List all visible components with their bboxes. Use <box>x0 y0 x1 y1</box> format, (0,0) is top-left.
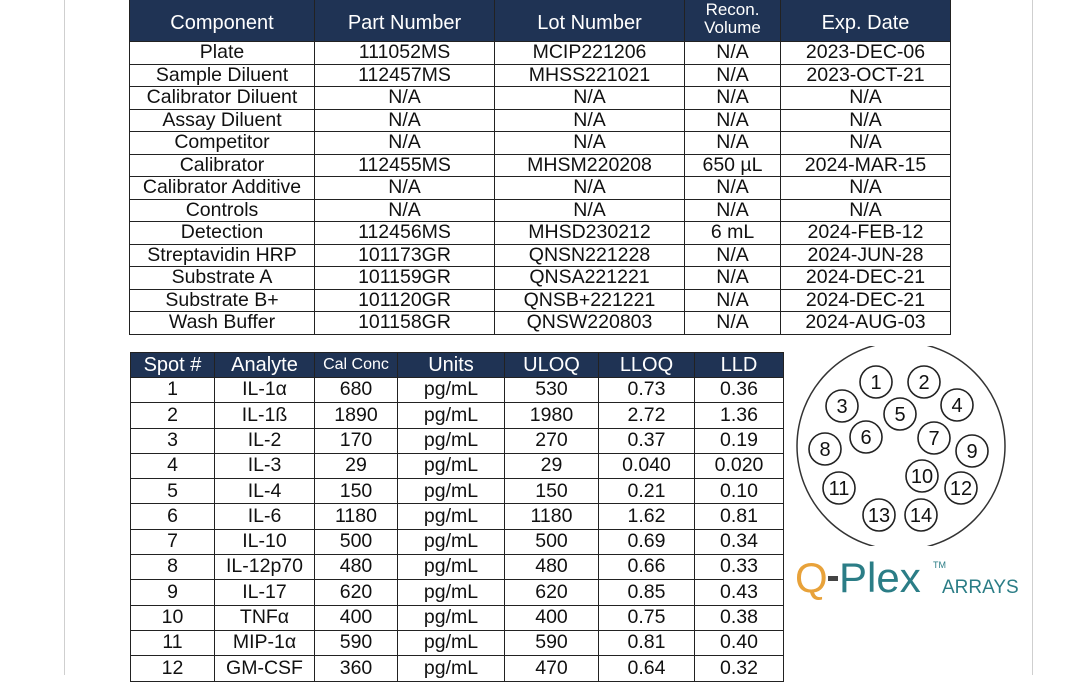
recon-volume-cell: 6 mL <box>685 222 781 245</box>
exp-date-cell: N/A <box>781 87 951 110</box>
recon-volume-cell: 650 µL <box>685 154 781 177</box>
spot-cell: 10 <box>131 605 215 630</box>
table-row <box>131 403 784 428</box>
spot-6 <box>850 421 882 453</box>
lot-number-cell: N/A <box>495 132 685 155</box>
analyte-cell: TNFα <box>215 605 315 630</box>
cal-conc-cell: 360 <box>315 656 398 681</box>
part-number-cell: 112455MS <box>315 154 495 177</box>
table-row <box>131 504 784 529</box>
component-cell: Plate <box>130 42 315 65</box>
table-row <box>130 132 951 155</box>
exp-date-cell: 2024-AUG-03 <box>781 312 951 335</box>
exp-date-cell: 2024-FEB-12 <box>781 222 951 245</box>
table-row <box>131 656 784 681</box>
spot-cell: 3 <box>131 428 215 453</box>
lot-number-cell: N/A <box>495 199 685 222</box>
lot-number-cell: MHSS221021 <box>495 64 685 87</box>
logo-plex: Plex <box>839 556 921 600</box>
table-row <box>130 87 951 110</box>
table-row <box>131 479 784 504</box>
uloq-cell: 470 <box>505 656 599 681</box>
lot-number-cell: QNSN221228 <box>495 244 685 267</box>
part-number-cell: 112456MS <box>315 222 495 245</box>
header-analyte: Analyte <box>215 353 315 378</box>
spot-13 <box>863 499 895 531</box>
spot-diagram <box>793 346 1009 546</box>
cal-conc-cell: 400 <box>315 605 398 630</box>
q-plex-arrays-logo <box>795 556 1035 600</box>
exp-date-cell: 2023-DEC-06 <box>781 42 951 65</box>
component-cell: Detection <box>130 222 315 245</box>
lld-cell: 0.43 <box>695 580 784 605</box>
component-cell: Calibrator Additive <box>130 177 315 200</box>
header-part-number: Part Number <box>315 0 495 42</box>
units-cell: pg/mL <box>398 504 505 529</box>
uloq-cell: 270 <box>505 428 599 453</box>
spot-label: 4 <box>951 395 963 417</box>
uloq-cell: 1980 <box>505 403 599 428</box>
recon-volume-cell: N/A <box>685 42 781 65</box>
table-row <box>130 222 951 245</box>
lld-cell: 0.32 <box>695 656 784 681</box>
lloq-cell: 0.75 <box>599 605 695 630</box>
units-cell: pg/mL <box>398 580 505 605</box>
exp-date-cell: 2024-JUN-28 <box>781 244 951 267</box>
units-cell: pg/mL <box>398 378 505 403</box>
spot-label: 9 <box>966 441 978 463</box>
header-lot-number: Lot Number <box>495 0 685 42</box>
header-uloq: ULOQ <box>505 353 599 378</box>
spot-label: 10 <box>910 466 934 488</box>
analyte-cell: GM-CSF <box>215 656 315 681</box>
units-cell: pg/mL <box>398 555 505 580</box>
table-row <box>131 428 784 453</box>
units-cell: pg/mL <box>398 479 505 504</box>
lot-number-cell: N/A <box>495 109 685 132</box>
lot-number-cell: N/A <box>495 87 685 110</box>
analyte-cell: IL-10 <box>215 529 315 554</box>
units-cell: pg/mL <box>398 630 505 655</box>
header-exp-date: Exp. Date <box>781 0 951 42</box>
uloq-cell: 620 <box>505 580 599 605</box>
uloq-cell: 480 <box>505 555 599 580</box>
recon-volume-cell: N/A <box>685 87 781 110</box>
table-row <box>130 267 951 290</box>
lot-number-cell: MHSD230212 <box>495 222 685 245</box>
exp-date-cell: 2024-DEC-21 <box>781 289 951 312</box>
component-cell: Assay Diluent <box>130 109 315 132</box>
header-component: Component <box>130 0 315 42</box>
recon-volume-cell: N/A <box>685 177 781 200</box>
part-number-cell: 111052MS <box>315 42 495 65</box>
exp-date-cell: N/A <box>781 177 951 200</box>
analyte-cell: IL-6 <box>215 504 315 529</box>
units-cell: pg/mL <box>398 403 505 428</box>
uloq-cell: 400 <box>505 605 599 630</box>
part-number-cell: N/A <box>315 132 495 155</box>
units-cell: pg/mL <box>398 529 505 554</box>
spot-label: 12 <box>949 478 973 500</box>
table-row <box>130 109 951 132</box>
lloq-cell: 0.37 <box>599 428 695 453</box>
header-cal-conc: Cal Conc <box>315 353 398 378</box>
spot-cell: 9 <box>131 580 215 605</box>
spot-label: 8 <box>819 439 831 461</box>
components-table <box>129 0 951 335</box>
lloq-cell: 0.69 <box>599 529 695 554</box>
cal-conc-cell: 170 <box>315 428 398 453</box>
analytes-table <box>130 352 784 682</box>
header-lloq: LLOQ <box>599 353 695 378</box>
uloq-cell: 500 <box>505 529 599 554</box>
spot-10 <box>906 460 938 492</box>
spot-8 <box>809 433 841 465</box>
cal-conc-cell: 680 <box>315 378 398 403</box>
part-number-cell: N/A <box>315 109 495 132</box>
logo-arrays: ARRAYS <box>942 577 1019 598</box>
lld-cell: 0.81 <box>695 504 784 529</box>
table-row <box>131 605 784 630</box>
spot-cell: 6 <box>131 504 215 529</box>
uloq-cell: 590 <box>505 630 599 655</box>
lloq-cell: 0.85 <box>599 580 695 605</box>
cal-conc-cell: 620 <box>315 580 398 605</box>
lld-cell: 0.40 <box>695 630 784 655</box>
spot-cell: 11 <box>131 630 215 655</box>
component-cell: Calibrator Diluent <box>130 87 315 110</box>
spot-12 <box>945 472 977 504</box>
component-cell: Wash Buffer <box>130 312 315 335</box>
part-number-cell: 101120GR <box>315 289 495 312</box>
analytes-header-row <box>131 353 784 378</box>
spot-1 <box>860 366 892 398</box>
recon-volume-cell: N/A <box>685 132 781 155</box>
spot-cell: 5 <box>131 479 215 504</box>
exp-date-cell: N/A <box>781 109 951 132</box>
spot-4 <box>941 389 973 421</box>
cal-conc-cell: 480 <box>315 555 398 580</box>
table-row <box>130 42 951 65</box>
cal-conc-cell: 500 <box>315 529 398 554</box>
logo-dash <box>828 576 838 581</box>
analyte-cell: IL-17 <box>215 580 315 605</box>
lloq-cell: 1.62 <box>599 504 695 529</box>
spot-14 <box>905 499 937 531</box>
part-number-cell: N/A <box>315 177 495 200</box>
lld-cell: 1.36 <box>695 403 784 428</box>
component-cell: Sample Diluent <box>130 64 315 87</box>
recon-volume-cell: N/A <box>685 244 781 267</box>
lot-number-cell: MCIP221206 <box>495 42 685 65</box>
spot-label: 2 <box>918 372 930 394</box>
spot-5 <box>884 398 916 430</box>
exp-date-cell: 2024-MAR-15 <box>781 154 951 177</box>
part-number-cell: N/A <box>315 199 495 222</box>
logo-q: Q <box>795 556 828 600</box>
recon-volume-cell: N/A <box>685 312 781 335</box>
lloq-cell: 0.66 <box>599 555 695 580</box>
cal-conc-cell: 150 <box>315 479 398 504</box>
units-cell: pg/mL <box>398 453 505 478</box>
component-cell: Controls <box>130 199 315 222</box>
spot-label: 11 <box>828 478 850 500</box>
recon-volume-cell: N/A <box>685 199 781 222</box>
recon-volume-cell: N/A <box>685 267 781 290</box>
uloq-cell: 29 <box>505 453 599 478</box>
header-recon-volume: Recon. Volume <box>685 0 781 42</box>
lloq-cell: 0.21 <box>599 479 695 504</box>
recon-volume-cell: N/A <box>685 64 781 87</box>
part-number-cell: 101158GR <box>315 312 495 335</box>
lld-cell: 0.33 <box>695 555 784 580</box>
analytes-body <box>131 378 784 682</box>
recon-volume-cell: N/A <box>685 109 781 132</box>
spot-label: 6 <box>860 427 872 449</box>
header-units: Units <box>398 353 505 378</box>
lld-cell: 0.020 <box>695 453 784 478</box>
table-row <box>131 529 784 554</box>
components-header-row <box>130 0 951 42</box>
units-cell: pg/mL <box>398 428 505 453</box>
recon-volume-cell: N/A <box>685 289 781 312</box>
components-body <box>130 42 951 335</box>
table-row <box>130 177 951 200</box>
component-cell: Competitor <box>130 132 315 155</box>
exp-date-cell: 2023-OCT-21 <box>781 64 951 87</box>
analyte-cell: IL-2 <box>215 428 315 453</box>
table-row <box>130 64 951 87</box>
lld-cell: 0.38 <box>695 605 784 630</box>
lld-cell: 0.34 <box>695 529 784 554</box>
lot-number-cell: N/A <box>495 177 685 200</box>
spot-cell: 4 <box>131 453 215 478</box>
uloq-cell: 1180 <box>505 504 599 529</box>
exp-date-cell: 2024-DEC-21 <box>781 267 951 290</box>
table-row <box>130 312 951 335</box>
spot-label: 1 <box>870 372 882 394</box>
uloq-cell: 530 <box>505 378 599 403</box>
spot-9 <box>956 435 988 467</box>
component-cell: Substrate A <box>130 267 315 290</box>
spot-cell: 1 <box>131 378 215 403</box>
spot-label: 14 <box>909 505 933 527</box>
spot-label: 5 <box>894 404 906 426</box>
lot-number-cell: MHSM220208 <box>495 154 685 177</box>
component-cell: Substrate B+ <box>130 289 315 312</box>
analyte-cell: IL-4 <box>215 479 315 504</box>
analyte-cell: IL-3 <box>215 453 315 478</box>
spot-label: 13 <box>867 505 891 527</box>
part-number-cell: 112457MS <box>315 64 495 87</box>
spot-cell: 7 <box>131 529 215 554</box>
lot-number-cell: QNSB+221221 <box>495 289 685 312</box>
cal-conc-cell: 29 <box>315 453 398 478</box>
part-number-cell: N/A <box>315 87 495 110</box>
cal-conc-cell: 1180 <box>315 504 398 529</box>
lld-cell: 0.19 <box>695 428 784 453</box>
table-row <box>130 199 951 222</box>
lloq-cell: 0.040 <box>599 453 695 478</box>
header-lld: LLD <box>695 353 784 378</box>
table-row <box>131 630 784 655</box>
lloq-cell: 2.72 <box>599 403 695 428</box>
lot-number-cell: QNSW220803 <box>495 312 685 335</box>
table-row <box>131 378 784 403</box>
component-cell: Calibrator <box>130 154 315 177</box>
uloq-cell: 150 <box>505 479 599 504</box>
lloq-cell: 0.73 <box>599 378 695 403</box>
table-row <box>130 289 951 312</box>
lloq-cell: 0.81 <box>599 630 695 655</box>
spot-cell: 8 <box>131 555 215 580</box>
table-row <box>130 154 951 177</box>
exp-date-cell: N/A <box>781 132 951 155</box>
part-number-cell: 101159GR <box>315 267 495 290</box>
logo-tm: TM <box>933 560 946 570</box>
spot-cell: 12 <box>131 656 215 681</box>
lld-cell: 0.36 <box>695 378 784 403</box>
exp-date-cell: N/A <box>781 199 951 222</box>
analyte-cell: MIP-1α <box>215 630 315 655</box>
table-row <box>131 555 784 580</box>
spot-label: 7 <box>928 428 940 450</box>
part-number-cell: 101173GR <box>315 244 495 267</box>
analyte-cell: IL-1α <box>215 378 315 403</box>
analyte-cell: IL-1ß <box>215 403 315 428</box>
lld-cell: 0.10 <box>695 479 784 504</box>
units-cell: pg/mL <box>398 605 505 630</box>
spot-2 <box>908 366 940 398</box>
spot-3 <box>826 390 858 422</box>
component-cell: Streptavidin HRP <box>130 244 315 267</box>
table-row <box>131 580 784 605</box>
cal-conc-cell: 590 <box>315 630 398 655</box>
table-row <box>131 453 784 478</box>
header-spot: Spot # <box>131 353 215 378</box>
lloq-cell: 0.64 <box>599 656 695 681</box>
page-left-edge <box>64 0 65 675</box>
spot-label: 3 <box>836 396 848 418</box>
table-row <box>130 244 951 267</box>
lot-number-cell: QNSA221221 <box>495 267 685 290</box>
units-cell: pg/mL <box>398 656 505 681</box>
spot-7 <box>918 422 950 454</box>
spot-cell: 2 <box>131 403 215 428</box>
cal-conc-cell: 1890 <box>315 403 398 428</box>
spot-11 <box>823 472 855 504</box>
analyte-cell: IL-12p70 <box>215 555 315 580</box>
